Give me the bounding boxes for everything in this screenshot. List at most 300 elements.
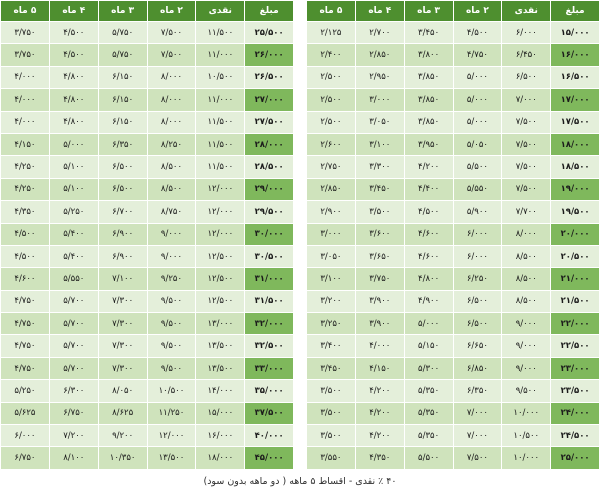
table-row: [306, 290, 599, 312]
cell-2months: ۹/۵۰۰: [147, 290, 196, 312]
cell-2months: ۹/۵۰۰: [147, 313, 196, 335]
cell-3months: ۵/۳۵۰: [404, 380, 453, 402]
cell-2months: ۱۰/۵۰۰: [147, 380, 196, 402]
cell-2months: ۸/۵۰۰: [147, 178, 196, 200]
cell-cash: ۱۶/۰۰۰: [196, 425, 245, 447]
cell-3months: ۴/۵۰۰: [404, 201, 453, 223]
cell-5months: ۳/۴۰۰: [306, 335, 355, 357]
table-row: [1, 268, 294, 290]
cell-4months: ۵/۱۰۰: [49, 178, 98, 200]
cell-cash: ۷/۰۰۰: [502, 89, 551, 111]
cell-cash: ۹/۰۰۰: [502, 335, 551, 357]
cell-amount: ۲۱/۵۰۰: [551, 290, 600, 312]
cell-cash: ۷/۵۰۰: [502, 133, 551, 155]
cell-cash: ۱۲/۵۰۰: [196, 290, 245, 312]
cell-3months: ۵/۷۵۰: [98, 44, 147, 66]
col-header-2months: ۲ ماه: [147, 1, 196, 22]
cell-cash: ۱۱/۵۰۰: [196, 133, 245, 155]
cell-cash: ۱۳/۵۰۰: [196, 357, 245, 379]
cell-5months: ۲/۸۵۰: [306, 178, 355, 200]
cell-3months: ۷/۳۰۰: [98, 335, 147, 357]
header-row-left: [1, 1, 294, 22]
cell-2months: ۶/۸۵۰: [453, 357, 502, 379]
cell-2months: ۷/۵۰۰: [453, 447, 502, 470]
cell-5months: ۶/۷۵۰: [1, 447, 50, 470]
cell-3months: ۱۰/۳۵۰: [98, 447, 147, 470]
header-row-right: [306, 1, 599, 22]
cell-amount: ۳۵/۰۰۰: [245, 380, 294, 402]
table-row: [306, 313, 599, 335]
cell-amount: ۲۷/۰۰۰: [245, 89, 294, 111]
cell-5months: ۳/۰۵۰: [306, 245, 355, 267]
table-row: [306, 111, 599, 133]
table-row: [1, 447, 294, 470]
cell-3months: ۶/۷۰۰: [98, 201, 147, 223]
cell-5months: ۳/۷۵۰: [1, 22, 50, 44]
cell-amount: ۲۳/۵۰۰: [551, 380, 600, 402]
cell-2months: ۶/۵۰۰: [453, 313, 502, 335]
table-row: [306, 223, 599, 245]
cell-amount: ۲۵/۵۰۰: [245, 22, 294, 44]
cell-3months: ۵/۰۰۰: [404, 313, 453, 335]
cell-amount: ۲۰/۵۰۰: [551, 245, 600, 267]
cell-2months: ۷/۰۰۰: [453, 425, 502, 447]
cell-2months: ۴/۵۰۰: [453, 22, 502, 44]
cell-5months: ۳/۵۰۰: [306, 380, 355, 402]
cell-5months: ۴/۷۵۰: [1, 313, 50, 335]
cell-5months: ۳/۵۵۰: [306, 447, 355, 470]
cell-3months: ۶/۵۰۰: [98, 156, 147, 178]
table-row: [306, 178, 599, 200]
cell-amount: ۱۷/۰۰۰: [551, 89, 600, 111]
cell-cash: ۶/۴۵۰: [502, 44, 551, 66]
cell-3months: ۶/۵۰۰: [98, 178, 147, 200]
cell-cash: ۹/۰۰۰: [502, 313, 551, 335]
cell-2months: ۶/۵۰۰: [453, 290, 502, 312]
cell-3months: ۷/۱۰۰: [98, 268, 147, 290]
col-header-5months: ۵ ماه: [1, 1, 50, 22]
cell-amount: ۲۴/۵۰۰: [551, 425, 600, 447]
cell-4months: ۵/۷۰۰: [49, 313, 98, 335]
cell-amount: ۱۸/۵۰۰: [551, 156, 600, 178]
cell-5months: ۴/۷۵۰: [1, 357, 50, 379]
cell-5months: ۲/۱۲۵: [306, 22, 355, 44]
col-header-cash: نقدی: [196, 1, 245, 22]
cell-cash: ۱۰/۵۰۰: [196, 66, 245, 88]
cell-2months: ۶/۰۰۰: [453, 223, 502, 245]
cell-4months: ۳/۵۰۰: [355, 201, 404, 223]
cell-3months: ۳/۹۵۰: [404, 133, 453, 155]
cell-amount: ۱۶/۵۰۰: [551, 66, 600, 88]
cell-3months: ۴/۲۰۰: [404, 156, 453, 178]
cell-4months: ۴/۳۵۰: [355, 447, 404, 470]
table-row: [1, 402, 294, 424]
table-body-right: [306, 22, 599, 470]
cell-amount: ۱۹/۵۰۰: [551, 201, 600, 223]
cell-5months: ۴/۰۰۰: [1, 66, 50, 88]
cell-2months: ۸/۰۰۰: [147, 111, 196, 133]
cell-amount: ۲۱/۰۰۰: [551, 268, 600, 290]
table-row: [1, 89, 294, 111]
cell-3months: ۶/۱۵۰: [98, 66, 147, 88]
cell-cash: ۱۳/۰۰۰: [196, 313, 245, 335]
cell-4months: ۸/۱۰۰: [49, 447, 98, 470]
table-row: [306, 44, 599, 66]
cell-amount: ۳۳/۰۰۰: [245, 357, 294, 379]
cell-3months: ۳/۴۵۰: [404, 22, 453, 44]
cell-2months: ۹/۵۰۰: [147, 357, 196, 379]
cell-3months: ۵/۷۵۰: [98, 22, 147, 44]
table-body-left: [1, 22, 294, 470]
cell-4months: ۲/۹۵۰: [355, 66, 404, 88]
cell-5months: ۴/۳۵۰: [1, 201, 50, 223]
cell-3months: ۷/۳۰۰: [98, 357, 147, 379]
cell-cash: ۱۲/۵۰۰: [196, 245, 245, 267]
cell-amount: ۲۸/۰۰۰: [245, 133, 294, 155]
cell-2months: ۱۲/۰۰۰: [147, 425, 196, 447]
cell-5months: ۳/۵۰۰: [306, 425, 355, 447]
cell-amount: ۱۸/۰۰۰: [551, 133, 600, 155]
table-row: [1, 245, 294, 267]
cell-5months: ۴/۰۰۰: [1, 111, 50, 133]
cell-cash: ۹/۵۰۰: [502, 380, 551, 402]
cell-3months: ۵/۳۵۰: [404, 402, 453, 424]
table-row: [1, 223, 294, 245]
cell-2months: ۸/۵۰۰: [147, 156, 196, 178]
cell-cash: ۱۲/۰۰۰: [196, 201, 245, 223]
cell-2months: ۹/۲۵۰: [147, 268, 196, 290]
cell-2months: ۸/۷۵۰: [147, 201, 196, 223]
cell-cash: ۱۵/۰۰۰: [196, 402, 245, 424]
cell-cash: ۱۱/۰۰۰: [196, 44, 245, 66]
cell-4months: ۳/۳۰۰: [355, 156, 404, 178]
table-row: [306, 245, 599, 267]
cell-2months: ۹/۰۰۰: [147, 245, 196, 267]
cell-2months: ۵/۰۰۰: [453, 111, 502, 133]
cell-2months: ۵/۵۵۰: [453, 178, 502, 200]
col-header-4months: ۴ ماه: [49, 1, 98, 22]
cell-amount: ۳۱/۵۰۰: [245, 290, 294, 312]
table-row: [1, 156, 294, 178]
cell-amount: ۲۲/۰۰۰: [551, 313, 600, 335]
cell-4months: ۴/۱۵۰: [355, 357, 404, 379]
cell-3months: ۳/۸۵۰: [404, 89, 453, 111]
cell-2months: ۹/۵۰۰: [147, 335, 196, 357]
cell-5months: ۳/۵۰۰: [306, 402, 355, 424]
cell-5months: ۵/۲۵۰: [1, 380, 50, 402]
cell-cash: ۷/۵۰۰: [502, 178, 551, 200]
cell-cash: ۱۲/۰۰۰: [196, 223, 245, 245]
table-row: [1, 335, 294, 357]
cell-cash: ۷/۵۰۰: [502, 156, 551, 178]
cell-5months: ۴/۲۵۰: [1, 178, 50, 200]
col-header-cash: نقدی: [502, 1, 551, 22]
table-divider: [300, 0, 306, 470]
cell-3months: ۵/۳۰۰: [404, 357, 453, 379]
cell-2months: ۶/۰۰۰: [453, 245, 502, 267]
table-row: [306, 66, 599, 88]
cell-amount: ۲۶/۵۰۰: [245, 66, 294, 88]
cell-amount: ۳۲/۰۰۰: [245, 313, 294, 335]
table-row: [306, 22, 599, 44]
table-row: [306, 268, 599, 290]
cell-4months: ۵/۵۵۰: [49, 268, 98, 290]
table-row: [1, 425, 294, 447]
cell-2months: ۷/۵۰۰: [147, 44, 196, 66]
cell-2months: ۷/۰۰۰: [453, 402, 502, 424]
cell-2months: ۸/۰۰۰: [147, 89, 196, 111]
table-row: [1, 44, 294, 66]
footer-note: ۴۰ ٪ نقدی - اقساط ۵ ماهه ( دو ماهه بدون سود): [203, 476, 397, 487]
cell-5months: ۴/۵۰۰: [1, 245, 50, 267]
table-row: [306, 89, 599, 111]
cell-5months: ۴/۱۵۰: [1, 133, 50, 155]
cell-4months: ۵/۴۰۰: [49, 245, 98, 267]
cell-3months: ۷/۳۰۰: [98, 290, 147, 312]
cell-2months: ۵/۰۰۰: [453, 89, 502, 111]
cell-cash: ۱۰/۰۰۰: [502, 402, 551, 424]
table-row: [1, 380, 294, 402]
cell-amount: ۳۷/۵۰۰: [245, 402, 294, 424]
cell-amount: ۳۰/۵۰۰: [245, 245, 294, 267]
cell-4months: ۴/۲۰۰: [355, 425, 404, 447]
cell-5months: ۴/۵۰۰: [1, 223, 50, 245]
cell-3months: ۸/۶۲۵: [98, 402, 147, 424]
cell-3months: ۳/۸۵۰: [404, 66, 453, 88]
cell-5months: ۲/۷۵۰: [306, 156, 355, 178]
cell-cash: ۷/۷۰۰: [502, 201, 551, 223]
cell-3months: ۳/۸۰۰: [404, 44, 453, 66]
cell-2months: ۶/۶۵۰: [453, 335, 502, 357]
table-row: [1, 201, 294, 223]
table-row: [306, 425, 599, 447]
cell-3months: ۵/۳۵۰: [404, 425, 453, 447]
cell-5months: ۳/۰۰۰: [306, 223, 355, 245]
cell-cash: ۱۱/۵۰۰: [196, 111, 245, 133]
cell-cash: ۱۸/۰۰۰: [196, 447, 245, 470]
col-header-5months: ۵ ماه: [306, 1, 355, 22]
table-row: [306, 133, 599, 155]
table-row: [306, 201, 599, 223]
cell-5months: ۴/۶۰۰: [1, 268, 50, 290]
cell-3months: ۸/۰۵۰: [98, 380, 147, 402]
table-row: [306, 447, 599, 470]
cell-3months: ۷/۳۰۰: [98, 313, 147, 335]
cell-5months: ۴/۷۵۰: [1, 335, 50, 357]
cell-4months: ۳/۶۵۰: [355, 245, 404, 267]
cell-4months: ۳/۱۰۰: [355, 133, 404, 155]
table-row: [1, 290, 294, 312]
cell-2months: ۵/۰۰۰: [453, 66, 502, 88]
cell-4months: ۴/۸۰۰: [49, 111, 98, 133]
cell-amount: ۲۴/۰۰۰: [551, 402, 600, 424]
cell-4months: ۵/۲۵۰: [49, 201, 98, 223]
cell-5months: ۶/۰۰۰: [1, 425, 50, 447]
cell-2months: ۱۱/۲۵۰: [147, 402, 196, 424]
cell-2months: ۶/۳۵۰: [453, 380, 502, 402]
cell-cash: ۱۰/۰۰۰: [502, 447, 551, 470]
cell-5months: ۳/۱۰۰: [306, 268, 355, 290]
cell-4months: ۴/۵۰۰: [49, 44, 98, 66]
cell-amount: ۲۹/۰۰۰: [245, 178, 294, 200]
installment-table-left: [0, 0, 294, 470]
cell-2months: ۸/۰۰۰: [147, 66, 196, 88]
cell-5months: ۴/۲۵۰: [1, 156, 50, 178]
table-row: [306, 357, 599, 379]
table-row: [1, 111, 294, 133]
cell-cash: ۸/۵۰۰: [502, 290, 551, 312]
cell-4months: ۴/۲۰۰: [355, 380, 404, 402]
cell-amount: ۳۱/۰۰۰: [245, 268, 294, 290]
cell-3months: ۴/۶۰۰: [404, 223, 453, 245]
cell-2months: ۵/۰۵۰: [453, 133, 502, 155]
cell-amount: ۱۶/۰۰۰: [551, 44, 600, 66]
col-header-amount: مبلغ: [245, 1, 294, 22]
cell-4months: ۳/۹۰۰: [355, 313, 404, 335]
cell-4months: ۳/۰۵۰: [355, 111, 404, 133]
cell-4months: ۳/۶۰۰: [355, 223, 404, 245]
table-row: [1, 133, 294, 155]
cell-3months: ۵/۵۰۰: [404, 447, 453, 470]
cell-4months: ۴/۵۰۰: [49, 22, 98, 44]
cell-cash: ۱۱/۵۰۰: [196, 22, 245, 44]
cell-4months: ۴/۲۰۰: [355, 402, 404, 424]
table-row: [1, 357, 294, 379]
col-header-amount: مبلغ: [551, 1, 600, 22]
cell-3months: ۵/۱۵۰: [404, 335, 453, 357]
cell-5months: ۳/۲۵۰: [306, 313, 355, 335]
cell-cash: ۸/۰۰۰: [502, 223, 551, 245]
cell-4months: ۵/۷۰۰: [49, 357, 98, 379]
cell-amount: ۲۹/۵۰۰: [245, 201, 294, 223]
installment-table-right: [306, 0, 600, 470]
cell-3months: ۴/۴۰۰: [404, 178, 453, 200]
cell-cash: ۶/۵۰۰: [502, 66, 551, 88]
cell-5months: ۲/۵۰۰: [306, 66, 355, 88]
cell-amount: ۴۵/۰۰۰: [245, 447, 294, 470]
cell-cash: ۶/۰۰۰: [502, 22, 551, 44]
cell-amount: ۳۰/۰۰۰: [245, 223, 294, 245]
cell-4months: ۵/۷۰۰: [49, 290, 98, 312]
cell-5months: ۲/۵۰۰: [306, 89, 355, 111]
cell-amount: ۲۶/۰۰۰: [245, 44, 294, 66]
cell-cash: ۱۱/۰۰۰: [196, 89, 245, 111]
table-row: [1, 178, 294, 200]
cell-3months: ۴/۹۰۰: [404, 290, 453, 312]
cell-cash: ۱۲/۰۰۰: [196, 178, 245, 200]
cell-5months: ۳/۴۵۰: [306, 357, 355, 379]
table-row: [306, 156, 599, 178]
cell-3months: ۴/۸۰۰: [404, 268, 453, 290]
cell-5months: ۲/۵۰۰: [306, 111, 355, 133]
cell-cash: ۹/۰۰۰: [502, 357, 551, 379]
cell-3months: ۴/۶۰۰: [404, 245, 453, 267]
cell-amount: ۲۳/۰۰۰: [551, 357, 600, 379]
cell-4months: ۳/۷۵۰: [355, 268, 404, 290]
cell-5months: ۲/۹۰۰: [306, 201, 355, 223]
col-header-3months: ۳ ماه: [98, 1, 147, 22]
cell-4months: ۷/۲۰۰: [49, 425, 98, 447]
cell-amount: ۲۰/۰۰۰: [551, 223, 600, 245]
cell-3months: ۶/۱۵۰: [98, 111, 147, 133]
cell-3months: ۶/۳۵۰: [98, 133, 147, 155]
cell-amount: ۳۲/۵۰۰: [245, 335, 294, 357]
cell-5months: ۳/۲۰۰: [306, 290, 355, 312]
table-row: [306, 335, 599, 357]
cell-3months: ۶/۹۰۰: [98, 245, 147, 267]
cell-2months: ۱۳/۵۰۰: [147, 447, 196, 470]
cell-cash: ۱۳/۵۰۰: [196, 335, 245, 357]
cell-4months: ۵/۰۰۰: [49, 133, 98, 155]
cell-4months: ۶/۳۰۰: [49, 380, 98, 402]
cell-5months: ۲/۴۰۰: [306, 44, 355, 66]
cell-5months: ۳/۷۵۰: [1, 44, 50, 66]
table-row: [306, 380, 599, 402]
cell-4months: ۲/۷۰۰: [355, 22, 404, 44]
cell-amount: ۲۷/۵۰۰: [245, 111, 294, 133]
cell-4months: ۵/۴۰۰: [49, 223, 98, 245]
col-header-4months: ۴ ماه: [355, 1, 404, 22]
cell-cash: ۱۱/۵۰۰: [196, 156, 245, 178]
cell-4months: ۵/۷۰۰: [49, 335, 98, 357]
cell-2months: ۹/۰۰۰: [147, 223, 196, 245]
cell-3months: ۶/۱۵۰: [98, 89, 147, 111]
cell-cash: ۱۲/۵۰۰: [196, 268, 245, 290]
cell-amount: ۴۰/۰۰۰: [245, 425, 294, 447]
col-header-3months: ۳ ماه: [404, 1, 453, 22]
cell-5months: ۲/۶۰۰: [306, 133, 355, 155]
cell-4months: ۳/۹۰۰: [355, 290, 404, 312]
cell-4months: ۴/۸۰۰: [49, 66, 98, 88]
cell-amount: ۱۵/۰۰۰: [551, 22, 600, 44]
cell-2months: ۴/۷۵۰: [453, 44, 502, 66]
cell-4months: ۳/۴۵۰: [355, 178, 404, 200]
cell-4months: ۴/۰۰۰: [355, 335, 404, 357]
cell-3months: ۹/۲۰۰: [98, 425, 147, 447]
table-row: [1, 66, 294, 88]
cell-amount: ۲۵/۰۰۰: [551, 447, 600, 470]
cell-4months: ۴/۸۰۰: [49, 89, 98, 111]
cell-4months: ۶/۷۵۰: [49, 402, 98, 424]
cell-cash: ۷/۵۰۰: [502, 111, 551, 133]
cell-5months: ۴/۰۰۰: [1, 89, 50, 111]
cell-2months: ۸/۲۵۰: [147, 133, 196, 155]
cell-amount: ۱۹/۰۰۰: [551, 178, 600, 200]
cell-5months: ۵/۶۲۵: [1, 402, 50, 424]
cell-2months: ۵/۹۰۰: [453, 201, 502, 223]
cell-cash: ۸/۵۰۰: [502, 245, 551, 267]
cell-cash: ۱۰/۵۰۰: [502, 425, 551, 447]
cell-3months: ۳/۸۵۰: [404, 111, 453, 133]
cell-3months: ۶/۹۰۰: [98, 223, 147, 245]
cell-amount: ۲۸/۵۰۰: [245, 156, 294, 178]
table-row: [1, 313, 294, 335]
col-header-2months: ۲ ماه: [453, 1, 502, 22]
cell-4months: ۵/۱۰۰: [49, 156, 98, 178]
cell-amount: ۱۷/۵۰۰: [551, 111, 600, 133]
table-head-right: [306, 1, 599, 22]
cell-amount: ۲۲/۵۰۰: [551, 335, 600, 357]
cell-2months: ۶/۲۵۰: [453, 268, 502, 290]
table-row: [1, 22, 294, 44]
cell-cash: ۸/۵۰۰: [502, 268, 551, 290]
cell-cash: ۱۴/۰۰۰: [196, 380, 245, 402]
cell-2months: ۵/۵۰۰: [453, 156, 502, 178]
cell-5months: ۴/۷۵۰: [1, 290, 50, 312]
cell-4months: ۳/۰۰۰: [355, 89, 404, 111]
table-row: [306, 402, 599, 424]
cell-2months: ۷/۵۰۰: [147, 22, 196, 44]
